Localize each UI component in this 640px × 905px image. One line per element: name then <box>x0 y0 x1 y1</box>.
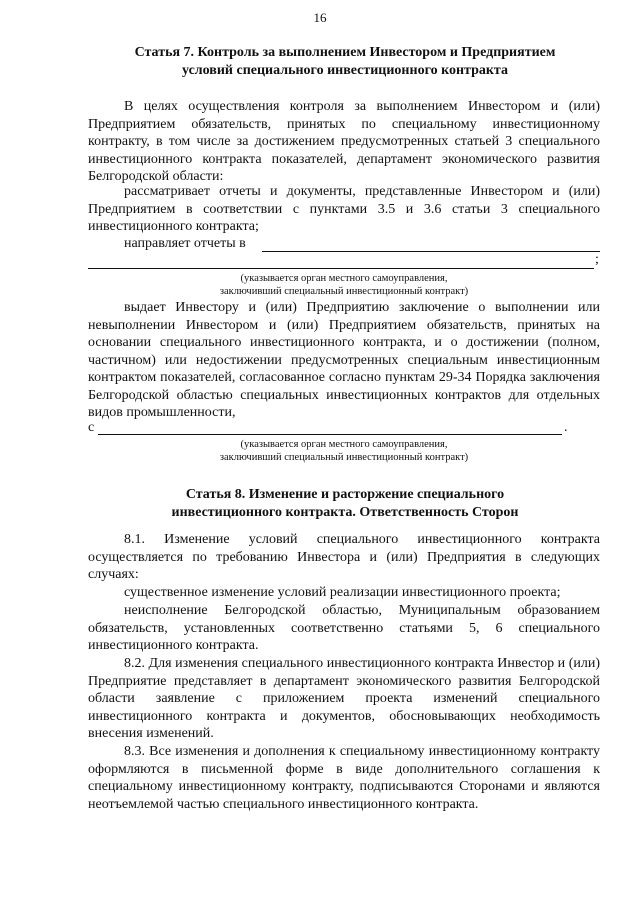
page-number: 16 <box>313 10 327 25</box>
article-7-title-line-2: условий специального инвестиционного контракта <box>182 63 508 78</box>
caption-1 <box>88 272 600 298</box>
clause-8-1-text: 8.1. Изменение условий специального инвестиционного контракта осуществляется по требованию Инвестора и (или) Предприятия в следующих случаях: <box>88 532 600 582</box>
caption-2-line-2: заключивший специальный инвестиционный контракт) <box>219 452 469 463</box>
clause-8-1 <box>88 531 600 584</box>
item-2-end-mark: ; <box>595 252 599 267</box>
article-7-item-3 <box>88 299 600 422</box>
article-7-intro-text: В целях осуществления контроля за выполнением Инвестором и (или) Предприятием обязательств, принятых по специальному инвестиционному контракту, в том числе за достижением предусмотренных статьей 3 специального инвестиционного контракта показателей, департамент экономического развития Белгородской области: <box>88 99 600 184</box>
article-8-title-line-2: инвестиционного контракта. Ответственность Сторон <box>171 505 519 520</box>
clause-8-2 <box>88 655 600 743</box>
article-7-intro <box>88 98 600 186</box>
caption-2-line-1: (указывается орган местного самоуправления, <box>240 439 448 450</box>
fill-line-1 <box>262 251 600 252</box>
clause-8-1-item-a <box>88 584 600 602</box>
caption-1-line-2: заключивший специальный инвестиционный контракт) <box>219 286 469 297</box>
article-7-title-line-1: Статья 7. Контроль за выполнением Инвестором и Предприятием <box>134 45 556 60</box>
article-7-title <box>90 44 600 80</box>
article-7-item-1 <box>88 183 600 236</box>
article-8-title <box>90 486 600 522</box>
caption-1-line-1: (указывается орган местного самоуправления, <box>240 273 448 284</box>
item-3-end-mark: . <box>564 420 568 435</box>
article-8-title-line-1: Статья 8. Изменение и расторжение специального <box>185 487 505 502</box>
clause-8-3 <box>88 743 600 813</box>
fill-line-3 <box>98 434 562 435</box>
clause-8-2-text: 8.2. Для изменения специального инвестиционного контракта Инвестор и (или) Предприятие представляет в департамент экономического развития Белгородской области заявление с приложением проекта изменений специального инвестиционного контракта и документов, обосновывающих необходимость внесения изменений. <box>88 656 600 741</box>
fill-line-2 <box>88 268 594 269</box>
article-7-item-1-text: рассматривает отчеты и документы, представленные Инвестором и (или) Предприятием в соответствии с пунктами 3.5 и 3.6 статьи 3 специального инвестиционного контракта; <box>88 184 600 234</box>
clause-8-1-item-b <box>88 602 600 655</box>
item-3-prefix: с <box>88 420 95 435</box>
clause-8-1-item-a-text: существенное изменение условий реализации инвестиционного проекта; <box>124 585 561 600</box>
clause-8-3-text: 8.3. Все изменения и дополнения к специальному инвестиционному контракту оформляются в письменной форме в виде дополнительного соглашения к специальному инвестиционному контракту, подписываются Сторонами и являются неотъемлемой частью специального инвестиционного контракта. <box>88 744 600 812</box>
article-7-item-3-text: выдает Инвестору и (или) Предприятию заключение о выполнении или невыполнении Инвестором и (или) Предприятием обязательств, принятых на основании специального инвестиционного контракта, и о достижении (полном, частичном) или недостижении предусмотренных специальным инвестиционным контрактом показателей, согласованное согласно пунктам 29-34 Порядка заключения Белгородской областью специальных инвестиционных контрактов для отдельных видов промышленности, <box>88 300 600 420</box>
caption-2 <box>88 438 600 464</box>
item-2-prefix: направляет отчеты в <box>124 236 246 251</box>
clause-8-1-item-b-text: неисполнение Белгородской областью, Муниципальным образованием обязательств, установленных соответственно статьями 5, 6 специального инвестиционного контракта. <box>88 603 600 653</box>
